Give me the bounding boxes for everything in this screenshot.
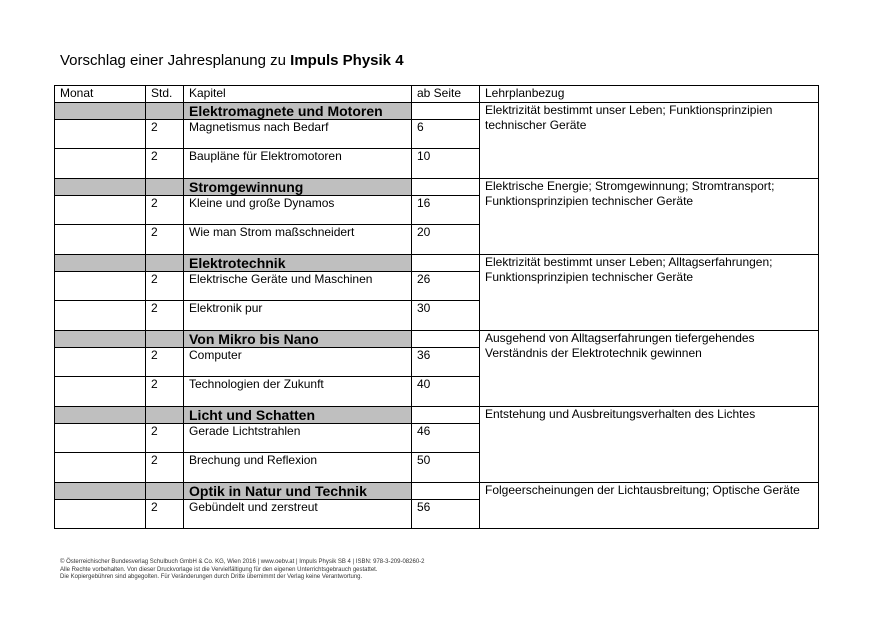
std-cell: 2 (146, 196, 184, 225)
seite-cell: 46 (412, 424, 480, 453)
chapter-std-cell (146, 179, 184, 196)
kapitel-cell: Gerade Lichtstrahlen (184, 424, 412, 453)
std-cell: 2 (146, 500, 184, 529)
monat-cell (55, 225, 146, 255)
monat-cell (55, 500, 146, 529)
chapter-row (55, 179, 819, 196)
chapter-monat-cell (55, 255, 146, 272)
chapter-title: Stromgewinnung (184, 179, 412, 196)
chapter-row (55, 255, 819, 272)
chapter-monat-cell (55, 407, 146, 424)
chapter-seite-cell (412, 331, 480, 348)
seite-cell: 40 (412, 377, 480, 407)
kapitel-cell: Elektronik pur (184, 301, 412, 331)
table-body (55, 103, 819, 529)
monat-cell (55, 377, 146, 407)
copyright-footer (60, 559, 425, 582)
footer-line: Die Kopiergebühren sind abgegolten. Für Veränderungen durch Dritte übernimmt der Verlag keine Verantwortung. (60, 574, 363, 580)
chapter-std-cell (146, 331, 184, 348)
lehrplanbezug-cell: Elektrizität bestimmt unser Leben; Alltagserfahrungen; Funktionsprinzipien technischer Geräte (480, 255, 819, 331)
chapter-monat-cell (55, 103, 146, 120)
std-cell: 2 (146, 120, 184, 149)
chapter-row (55, 407, 819, 424)
std-cell: 2 (146, 424, 184, 453)
lehrplanbezug-cell: Ausgehend von Alltagserfahrungen tiefergehendes Verständnis der Elektrotechnik gewinnen (480, 331, 819, 407)
kapitel-cell: Brechung und Reflexion (184, 453, 412, 483)
table-header-row (55, 86, 819, 103)
page-title-prefix: Vorschlag einer Jahresplanung zu (60, 52, 291, 69)
lehrplanbezug-cell: Elektrische Energie; Stromgewinnung; Stromtransport; Funktionsprinzipien technischer Geräte (480, 179, 819, 255)
seite-cell: 36 (412, 348, 480, 377)
column-header-ab-seite: ab Seite (412, 86, 480, 103)
chapter-std-cell (146, 103, 184, 120)
kapitel-cell: Kleine und große Dynamos (184, 196, 412, 225)
chapter-row (55, 103, 819, 120)
seite-cell: 50 (412, 453, 480, 483)
std-cell: 2 (146, 149, 184, 179)
monat-cell (55, 301, 146, 331)
kapitel-cell: Technologien der Zukunft (184, 377, 412, 407)
year-plan-table (54, 85, 819, 529)
column-header-lehrplanbezug: Lehrplanbezug (480, 86, 819, 103)
chapter-title: Optik in Natur und Technik (184, 483, 412, 500)
std-cell: 2 (146, 272, 184, 301)
column-header-kapitel: Kapitel (184, 86, 412, 103)
seite-cell: 56 (412, 500, 480, 529)
chapter-seite-cell (412, 407, 480, 424)
column-header-std: Std. (146, 86, 184, 103)
seite-cell: 6 (412, 120, 480, 149)
monat-cell (55, 149, 146, 179)
footer-line: Alle Rechte vorbehalten. Von dieser Druckvorlage ist die Vervielfältigung für den eigenen Unterrichtsgebrauch gestattet. (60, 566, 378, 573)
chapter-monat-cell (55, 331, 146, 348)
kapitel-cell: Elektrische Geräte und Maschinen (184, 272, 412, 301)
chapter-title: Licht und Schatten (184, 407, 412, 424)
kapitel-cell: Gebündelt und zerstreut (184, 500, 412, 529)
std-cell: 2 (146, 225, 184, 255)
chapter-seite-cell (412, 103, 480, 120)
page-title-book: Impuls Physik 4 (290, 52, 404, 69)
chapter-std-cell (146, 407, 184, 424)
footer-line: © Österreichischer Bundesverlag Schulbuch GmbH & Co. KG, Wien 2016 | www.oebv.at | Impuls Physik SB 4 | ISBN: 978-3-209-08260-2 (60, 559, 425, 565)
monat-cell (55, 272, 146, 301)
lehrplanbezug-cell: Entstehung und Ausbreitungsverhalten des Lichtes (480, 407, 819, 483)
chapter-title: Von Mikro bis Nano (184, 331, 412, 348)
monat-cell (55, 196, 146, 225)
monat-cell (55, 348, 146, 377)
kapitel-cell: Computer (184, 348, 412, 377)
monat-cell (55, 453, 146, 483)
monat-cell (55, 424, 146, 453)
column-header-monat: Monat (55, 86, 146, 103)
kapitel-cell: Magnetismus nach Bedarf (184, 120, 412, 149)
kapitel-cell: Baupläne für Elektromotoren (184, 149, 412, 179)
chapter-monat-cell (55, 179, 146, 196)
chapter-row (55, 331, 819, 348)
std-cell: 2 (146, 301, 184, 331)
chapter-std-cell (146, 483, 184, 500)
chapter-title: Elektromagnete und Motoren (184, 103, 412, 120)
page-title (60, 52, 404, 69)
chapter-seite-cell (412, 255, 480, 272)
chapter-seite-cell (412, 179, 480, 196)
seite-cell: 16 (412, 196, 480, 225)
seite-cell: 20 (412, 225, 480, 255)
lehrplanbezug-cell: Elektrizität bestimmt unser Leben; Funktionsprinzipien technischer Geräte (480, 103, 819, 179)
chapter-std-cell (146, 255, 184, 272)
chapter-monat-cell (55, 483, 146, 500)
chapter-title: Elektrotechnik (184, 255, 412, 272)
chapter-row (55, 483, 819, 500)
std-cell: 2 (146, 348, 184, 377)
std-cell: 2 (146, 377, 184, 407)
seite-cell: 26 (412, 272, 480, 301)
monat-cell (55, 120, 146, 149)
seite-cell: 30 (412, 301, 480, 331)
std-cell: 2 (146, 453, 184, 483)
lehrplanbezug-cell: Folgeerscheinungen der Lichtausbreitung; Optische Geräte (480, 483, 819, 529)
kapitel-cell: Wie man Strom maßschneidert (184, 225, 412, 255)
chapter-seite-cell (412, 483, 480, 500)
seite-cell: 10 (412, 149, 480, 179)
